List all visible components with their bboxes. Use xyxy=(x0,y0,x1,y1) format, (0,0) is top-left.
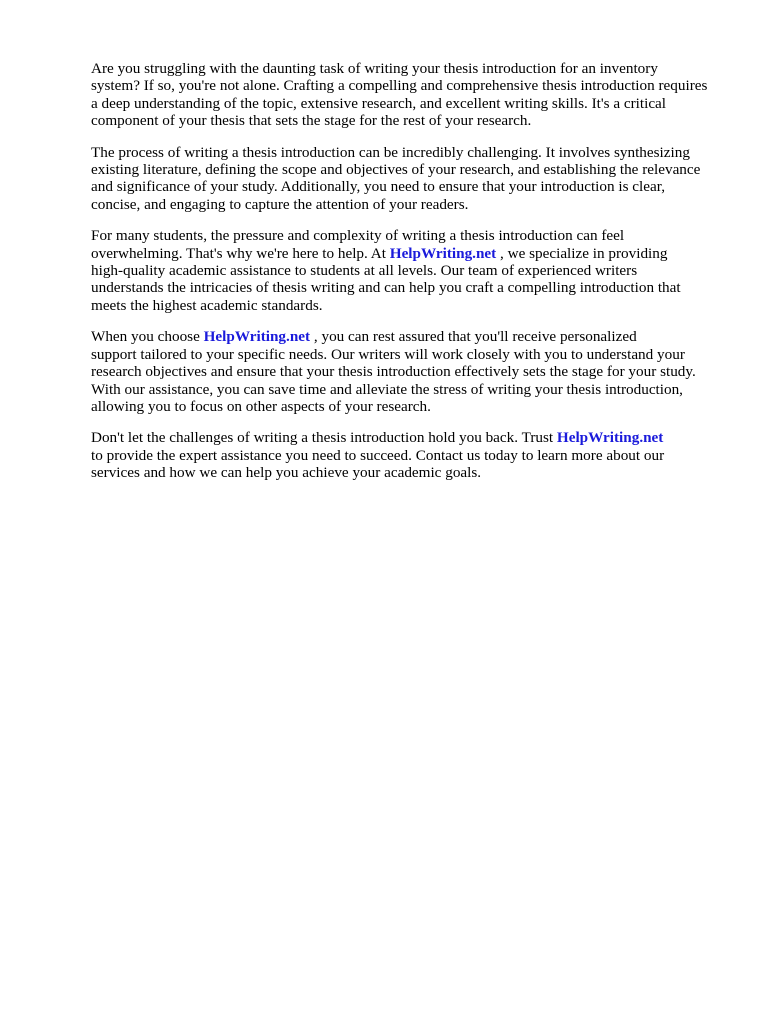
paragraph-choose xyxy=(91,328,731,415)
paragraph-intro-text: Are you struggling with the daunting task of writing your thesis introduction for an inventory system? If so, you're not alone. Crafting a compelling and comprehensive thesis introduction requires a deep understanding of the topic, extensive research, and excellent writing skills. It's a critical component of your thesis that sets the stage for the rest of your research. xyxy=(91,60,708,130)
paragraph-closing xyxy=(91,429,731,481)
document-body xyxy=(91,60,731,496)
helpwriting-link[interactable]: HelpWriting.net xyxy=(203,328,311,346)
paragraph-students-text-before: For many students, the pressure and complexity of writing a thesis introduction can feel overwhelming. That's why we're here to help. At xyxy=(91,227,625,262)
paragraph-closing-text-after: to provide the expert assistance you need to succeed. Contact us today to learn more about our services and how we can help you achieve your academic goals. xyxy=(91,446,665,482)
paragraph-process xyxy=(91,144,731,214)
paragraph-intro xyxy=(91,60,731,130)
paragraph-choose-text-before: When you choose xyxy=(91,328,204,346)
paragraph-students xyxy=(91,227,731,314)
paragraph-closing-text-before: Don't let the challenges of writing a thesis introduction hold you back. Trust xyxy=(91,429,557,447)
paragraph-students-text-after: , we specialize in providing high-quality academic assistance to students at all levels. Our team of experienced writers understands the intricacies of thesis writing and can help you craft a compelling introduction that meets the highest academic standards. xyxy=(91,244,681,314)
helpwriting-link[interactable]: HelpWriting.net xyxy=(556,429,664,447)
paragraph-choose-text-after: , you can rest assured that you'll receive personalized support tailored to your specific needs. Our writers will work closely with you to understand your research objectives and ensure that your thesis introduction effectively sets the stage for your study. With our assistance, you can save time and alleviate the stress of writing your thesis introduction, allowing you to focus on other aspects of your research. xyxy=(91,328,696,415)
helpwriting-link[interactable]: HelpWriting.net xyxy=(389,244,497,262)
paragraph-process-text: The process of writing a thesis introduction can be incredibly challenging. It involves synthesizing existing literature, defining the scope and objectives of your research, and establishing the relevance and significance of your study. Additionally, you need to ensure that your introduction is clear, concise, and engaging to capture the attention of your readers. xyxy=(91,143,701,213)
